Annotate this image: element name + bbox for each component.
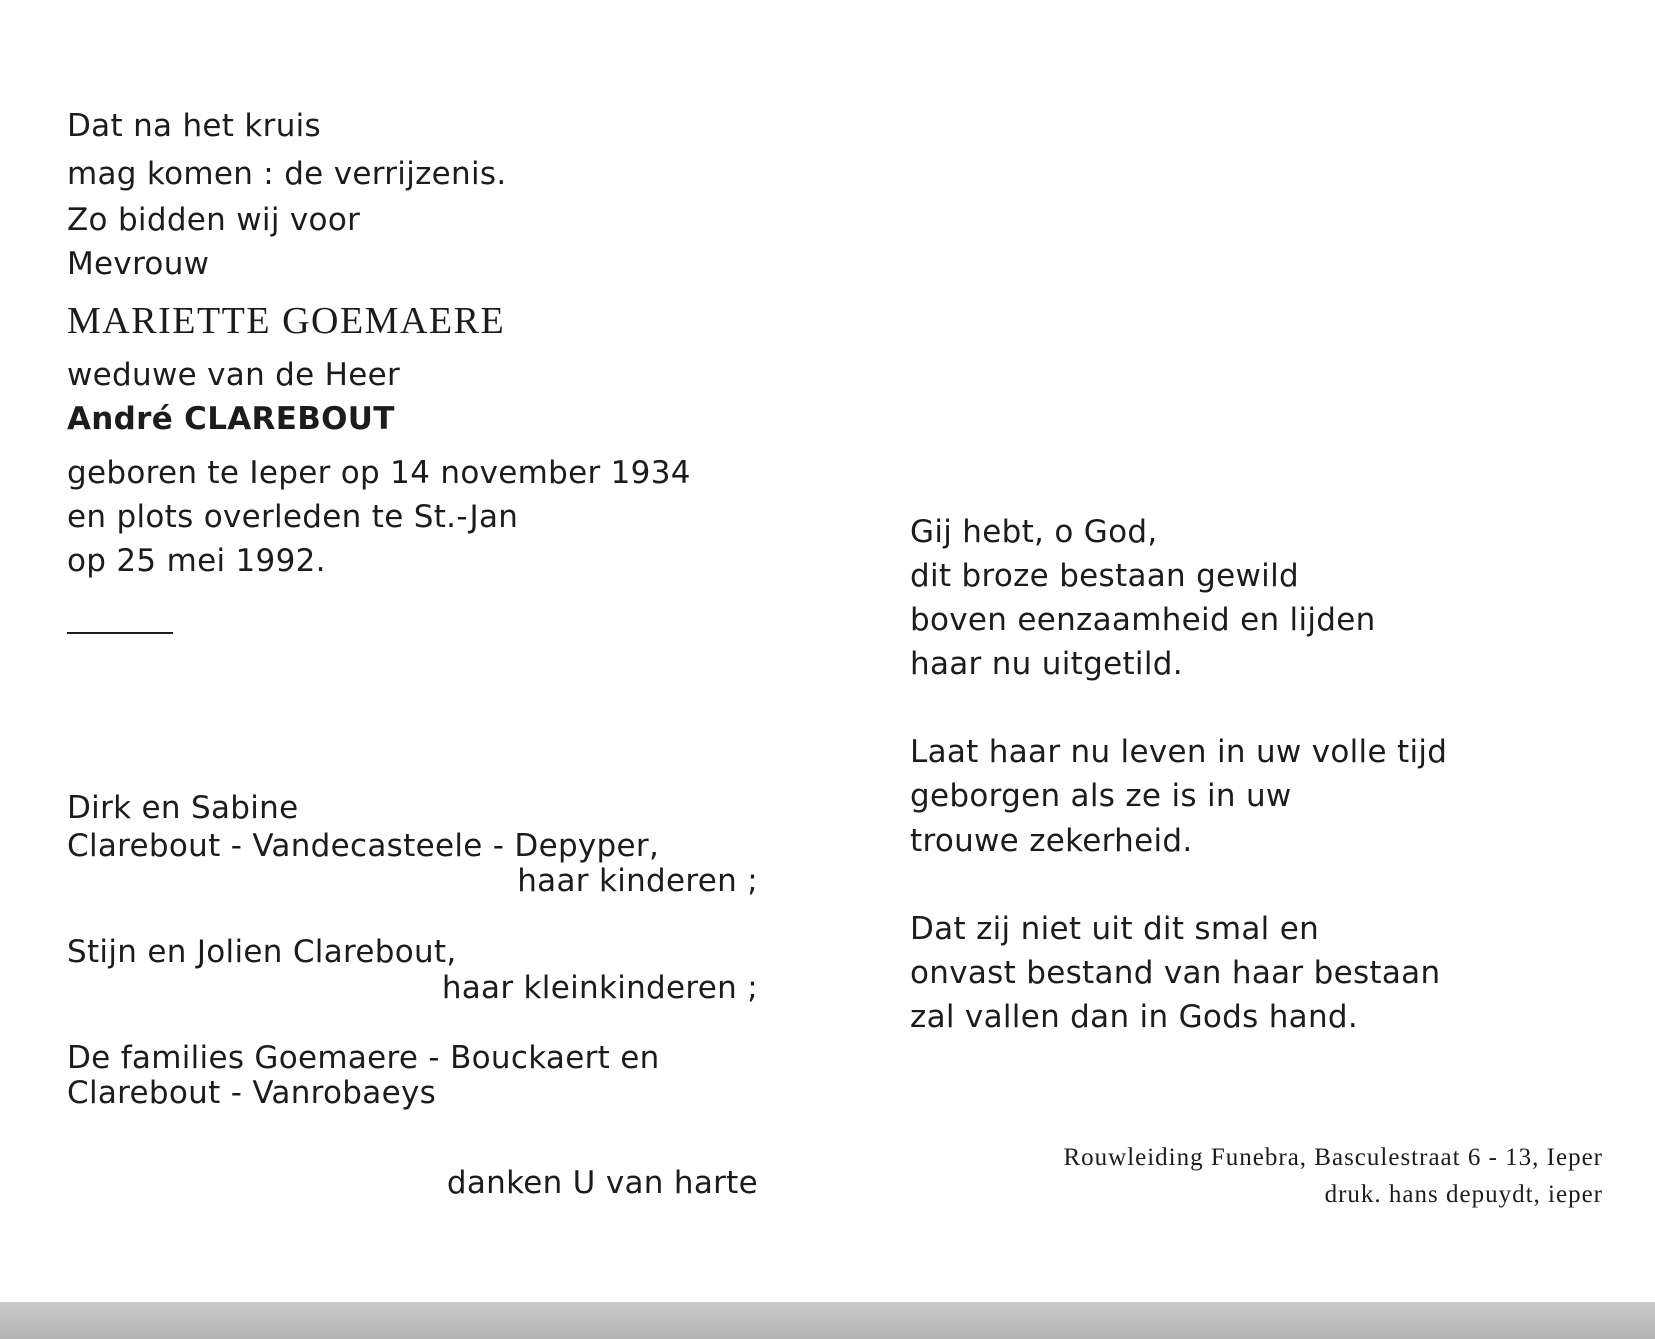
- death-line-1: en plots overleden te St.-Jan: [67, 499, 519, 535]
- poem-stanza3-line2: onvast bestand van haar bestaan: [910, 955, 1441, 991]
- widow-of-line: weduwe van de Heer: [67, 357, 401, 393]
- poem-stanza2-line3: trouwe zekerheid.: [910, 823, 1193, 859]
- printer-line: druk. hans depuydt, ieper: [1324, 1181, 1603, 1208]
- families-line-2: Clarebout - Vanrobaeys: [67, 1075, 437, 1111]
- poem-stanza2-line2: geborgen als ze is in uw: [910, 778, 1292, 814]
- grandchildren-names: Stijn en Jolien Clarebout,: [67, 934, 457, 970]
- death-line-2: op 25 mei 1992.: [67, 543, 326, 579]
- intro-line-4: Mevrouw: [67, 246, 210, 282]
- spouse-name: André CLAREBOUT: [67, 401, 395, 437]
- children-role: haar kinderen ;: [517, 863, 758, 899]
- poem-stanza1-line3: boven eenzaamheid en lijden: [910, 602, 1376, 638]
- deceased-name: MARIETTE GOEMAERE: [67, 300, 506, 342]
- scan-background: [0, 1302, 1655, 1339]
- poem-stanza1-line2: dit broze bestaan gewild: [910, 558, 1299, 594]
- intro-line-2: mag komen : de verrijzenis.: [67, 156, 507, 192]
- grandchildren-role: haar kleinkinderen ;: [441, 970, 758, 1006]
- poem-stanza1-line4: haar nu uitgetild.: [910, 646, 1183, 682]
- poem-stanza2-line1: Laat haar nu leven in uw volle tijd: [910, 734, 1448, 770]
- families-line-1: De families Goemaere - Bouckaert en: [67, 1040, 660, 1076]
- intro-line-3: Zo bidden wij voor: [67, 202, 361, 238]
- poem-stanza3-line1: Dat zij niet uit dit smal en: [910, 911, 1320, 947]
- thanks-line: danken U van harte: [446, 1165, 758, 1201]
- children-names: Dirk en Sabine: [67, 790, 299, 826]
- poem-stanza3-line3: zal vallen dan in Gods hand.: [910, 999, 1359, 1035]
- funeral-home-line: Rouwleiding Funebra, Basculestraat 6 - 13, Ieper: [1063, 1144, 1603, 1171]
- divider-rule: [67, 632, 173, 634]
- poem-stanza1-line1: Gij hebt, o God,: [910, 514, 1158, 550]
- children-surnames: Clarebout - Vandecasteele - Depyper,: [67, 828, 660, 864]
- intro-line-1: Dat na het kruis: [67, 108, 322, 144]
- birth-line: geboren te Ieper op 14 november 1934: [67, 455, 691, 491]
